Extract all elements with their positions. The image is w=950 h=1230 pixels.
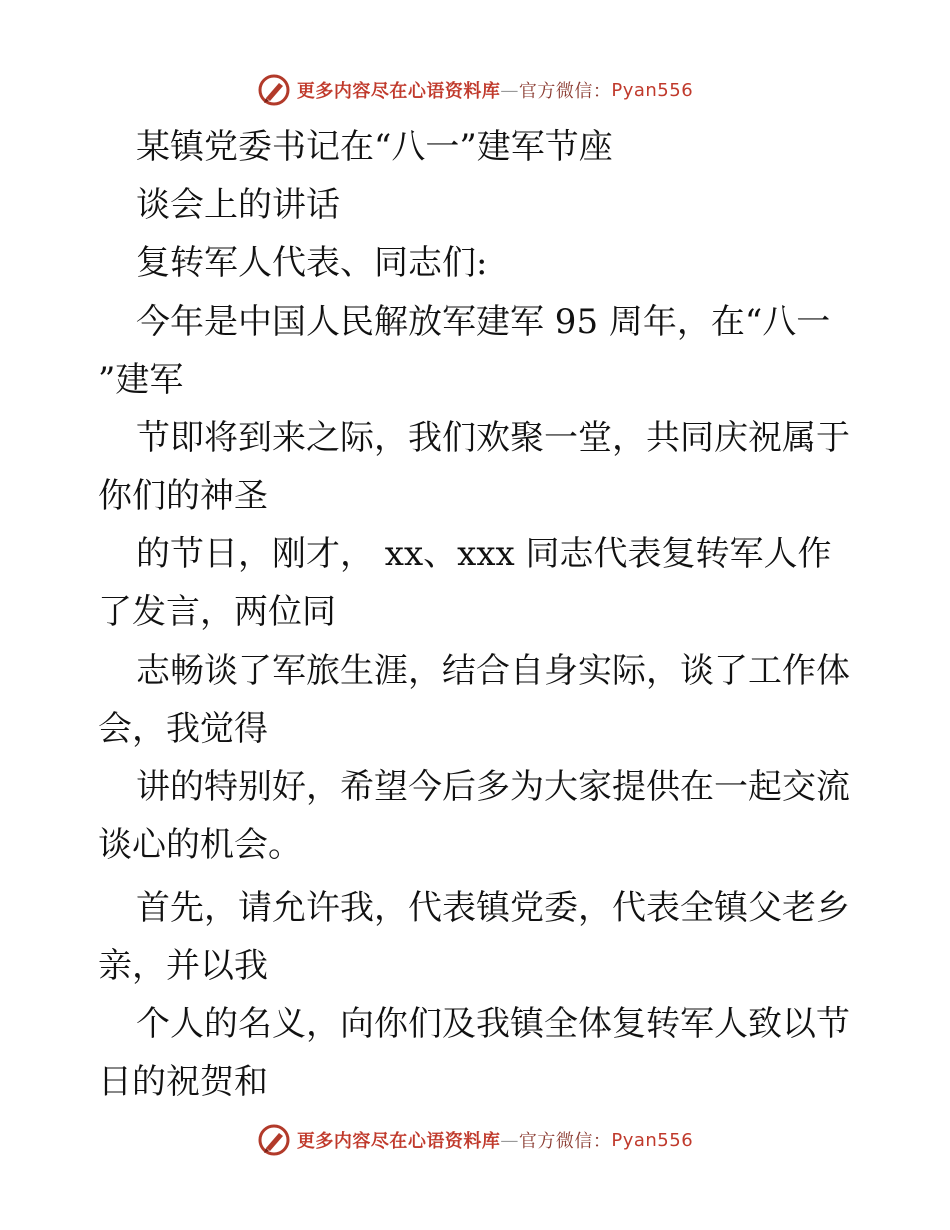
text-line: 你们的神圣: [98, 476, 268, 516]
text-line: 今年是中国人民解放军建军 95 周年，在“八一: [136, 302, 831, 342]
watermark-official-label: 官方微信：: [518, 1131, 612, 1152]
text-line: 首先，请允许我，代表镇党委，代表全镇父老乡: [136, 888, 850, 928]
watermark-main-text: 更多内容尽在心语资料库: [296, 81, 501, 102]
text-line: 复转军人代表、同志们:: [136, 243, 488, 283]
text-line: 的节日，刚才， xx、xxx 同志代表复转军人作: [136, 534, 832, 574]
watermark-dash: —: [500, 1129, 519, 1151]
text-line: 会，我觉得: [98, 709, 268, 749]
text-line: 了发言，两位同: [98, 592, 336, 632]
watermark-main-text: 更多内容尽在心语资料库: [296, 1131, 501, 1152]
text-line: 个人的名义，向你们及我镇全体复转军人致以节: [136, 1004, 850, 1044]
pen-logo-icon: [257, 1123, 291, 1157]
text-line: ”建军: [98, 360, 184, 400]
text-line: 谈会上的讲话: [136, 185, 340, 225]
text-line: 日的祝贺和: [98, 1062, 268, 1102]
text-line: 志畅谈了军旅生涯，结合自身实际，谈了工作体: [136, 651, 850, 691]
text-line: 谈心的机会。: [98, 825, 302, 865]
watermark-wechat-id: Pyan556: [611, 79, 694, 101]
watermark-dash: —: [500, 79, 519, 101]
footer-watermark: [0, 1120, 950, 1160]
text-line: 某镇党委书记在“八一”建军节座: [136, 127, 613, 167]
text-line: 讲的特别好，希望今后多为大家提供在一起交流: [136, 767, 850, 807]
text-line: 节即将到来之际，我们欢聚一堂，共同庆祝属于: [136, 418, 850, 458]
text-line: 亲，并以我: [98, 946, 268, 986]
watermark-wechat-id: Pyan556: [611, 1129, 694, 1151]
watermark-official-label: 官方微信：: [518, 81, 612, 102]
